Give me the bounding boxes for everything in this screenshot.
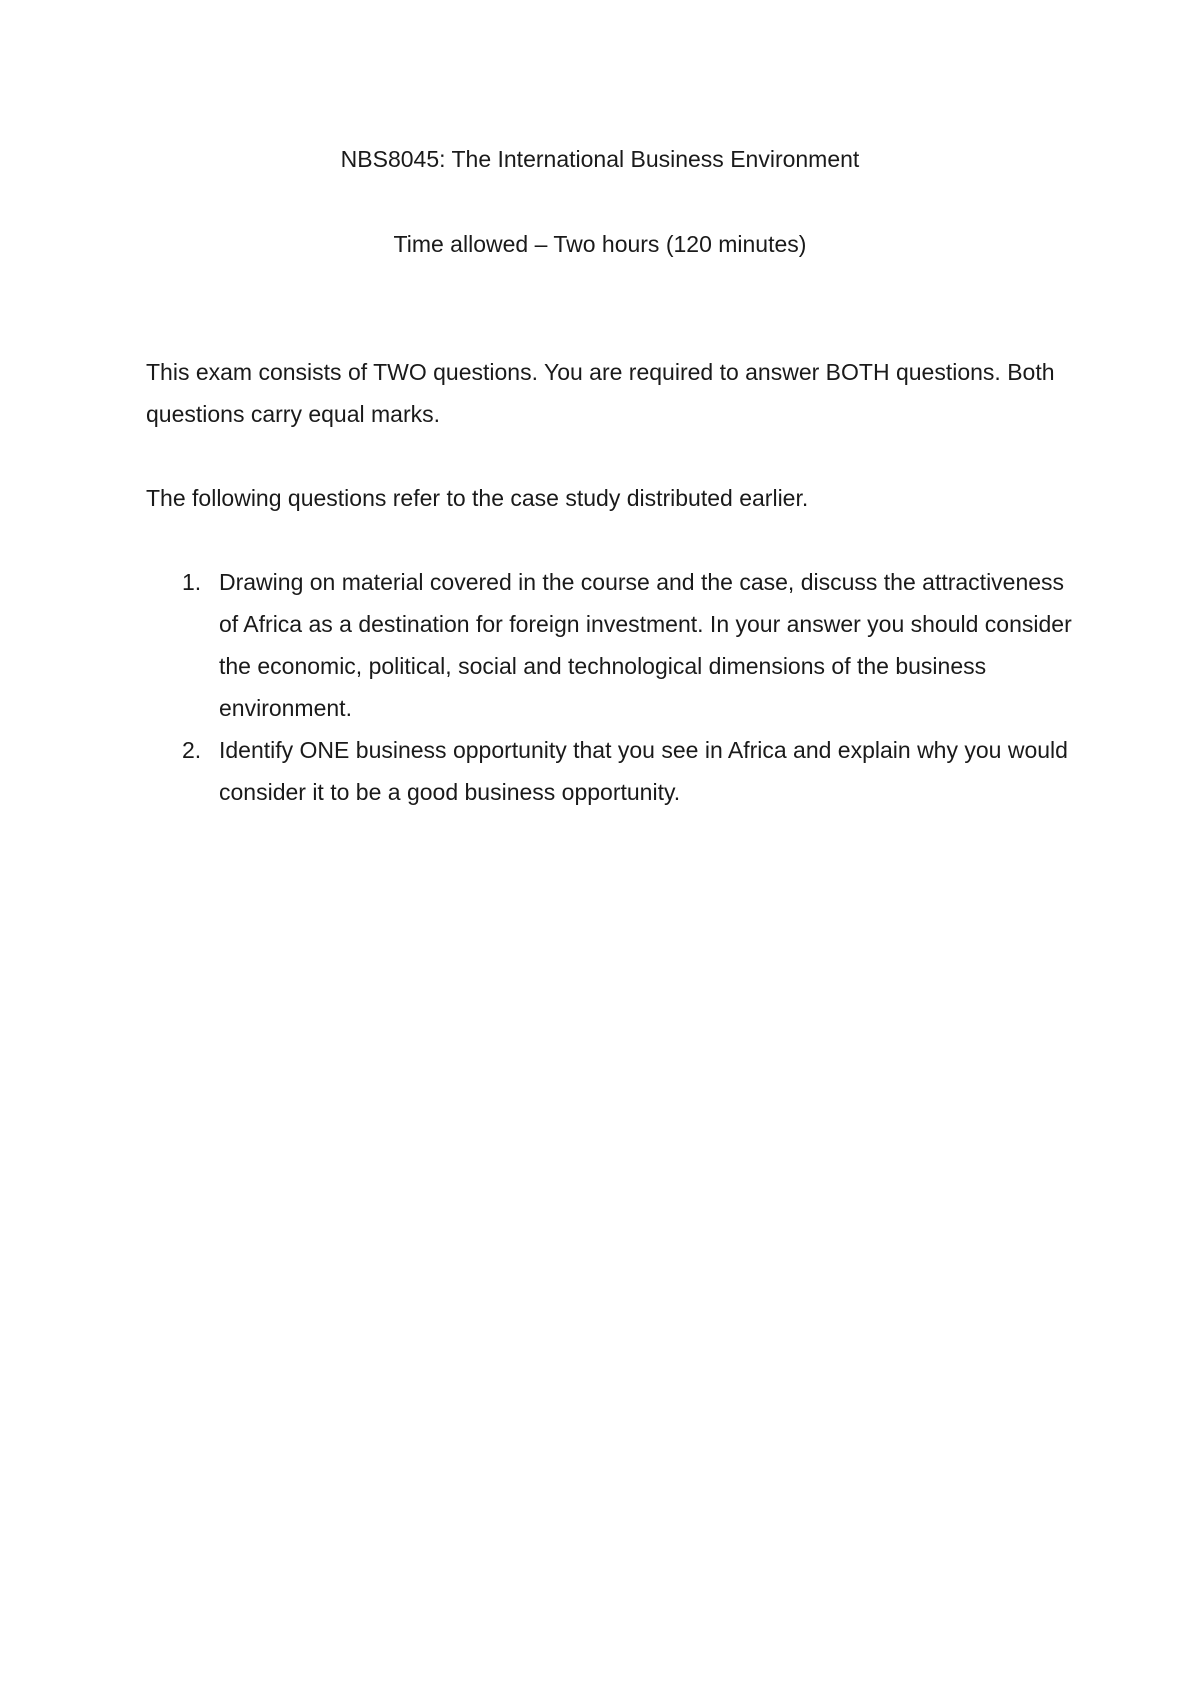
question-text: Identify ONE business opportunity that you see in Africa and explain why you would consider it to be a good business opportunity. [219, 737, 1068, 805]
course-title: NBS8045: The International Business Environment [340, 146, 860, 172]
exam-instructions: This exam consists of TWO questions. You are required to answer BOTH questions. Both questions carry equal marks. [146, 359, 1055, 427]
question-text: Drawing on material covered in the course and the case, discuss the attractiveness of Africa as a destination for foreign investment. In your answer you should consider the economic, political, social and technological dimensions of the business environment. [219, 569, 1072, 721]
question-item [146, 561, 1076, 729]
time-allowed: Time allowed – Two hours (120 minutes) [393, 231, 807, 257]
case-study-reference: The following questions refer to the case study distributed earlier. [146, 485, 809, 511]
question-number: 1. [182, 569, 202, 595]
question-list [146, 561, 1076, 813]
question-item [146, 729, 1076, 813]
question-number: 2. [182, 737, 202, 763]
